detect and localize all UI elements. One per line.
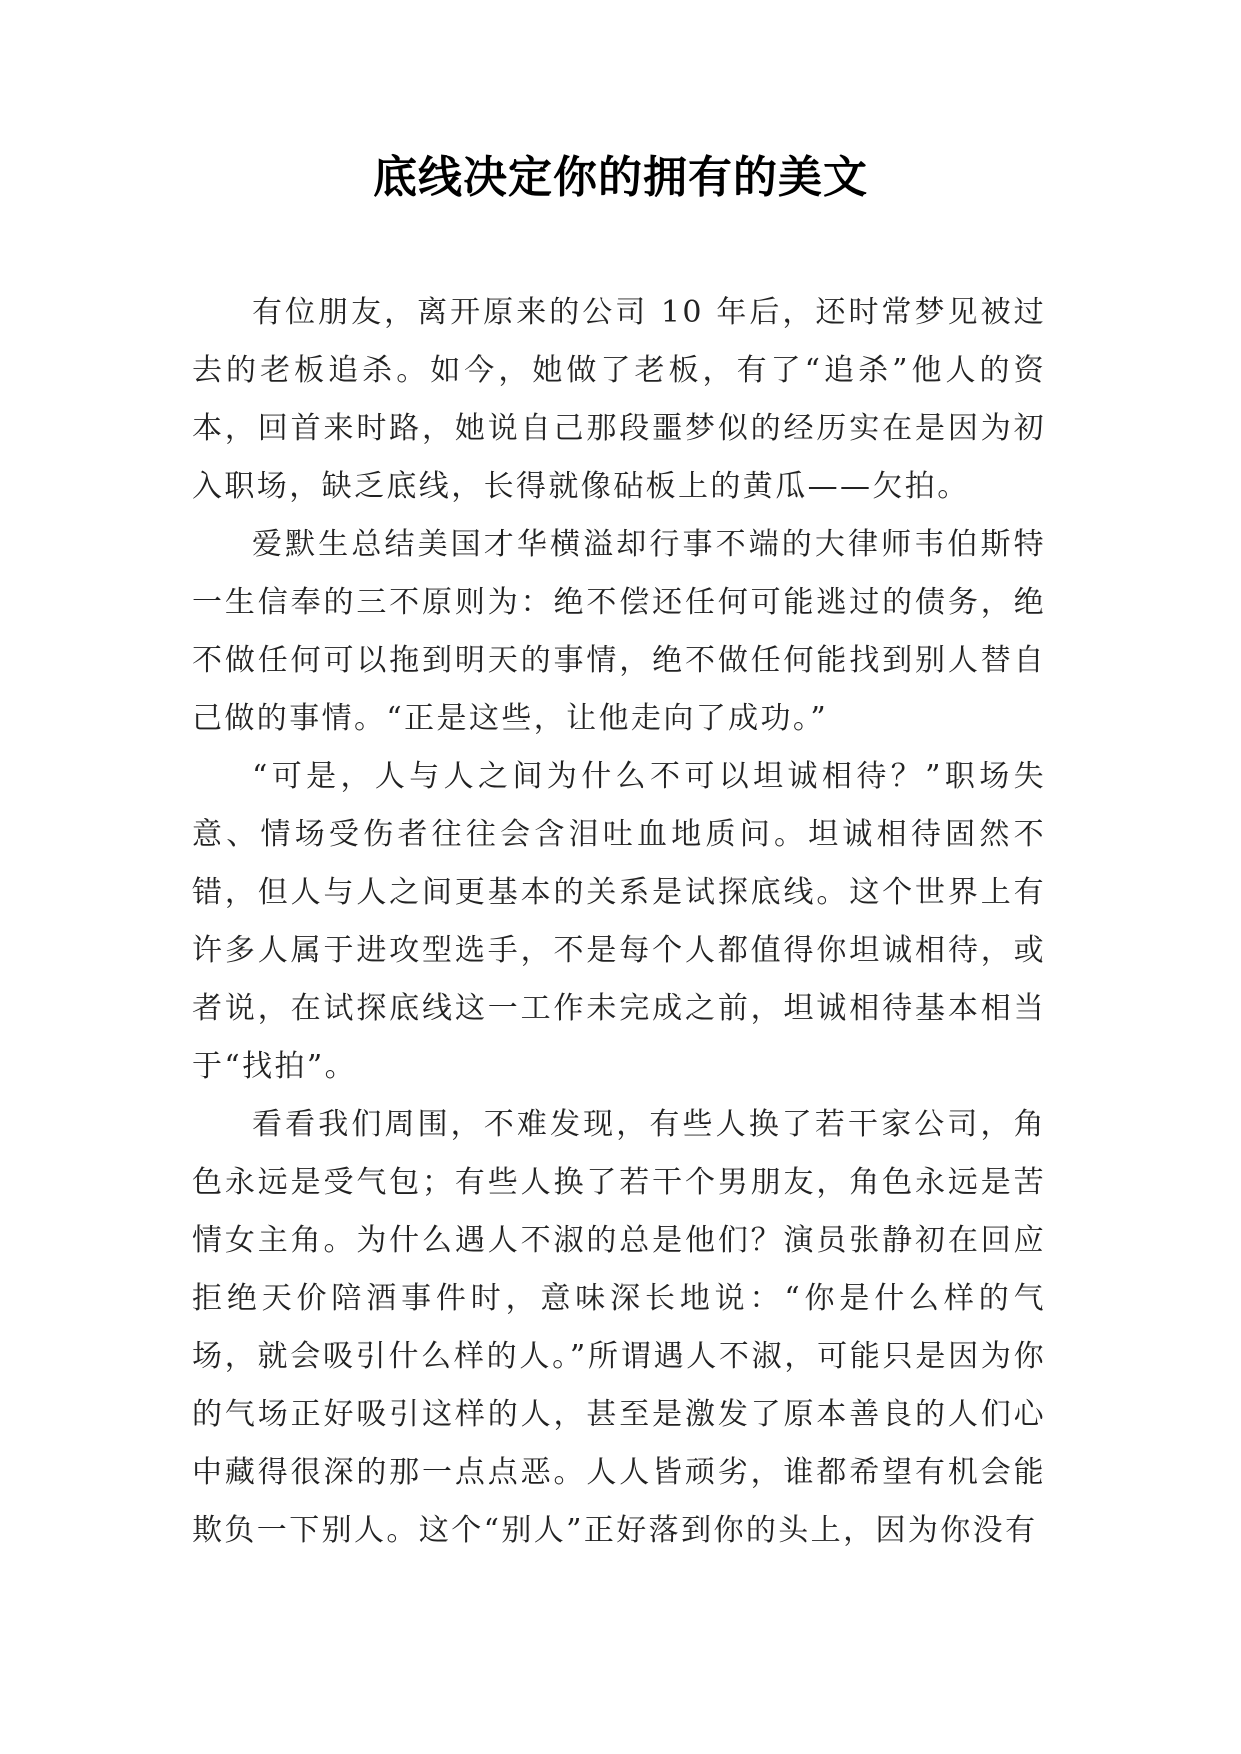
paragraph: “可是，人与人之间为什么不可以坦诚相待？”职场失意、情场受伤者往往会含泪吐血地质问。坦诚相待固然不错，但人与人之间更基本的关系是试探底线。这个世界上有许多人属于进攻型选手，不是每个人都值得你坦诚相待，或者说，在试探底线这一工作未完成之前，坦诚相待基本相当于“找拍”。 [192,759,1046,1084]
paragraph: 爱默生总结美国才华横溢却行事不端的大律师韦伯斯特一生信奉的三不原则为：绝不偿还任何可能逃过的债务，绝不做任何可以拖到明天的事情，绝不做任何能找到别人替自己做的事情。“正是这些，让他走向了成功。” [192,527,1046,736]
paragraph: 有位朋友，离开原来的公司 10 年后，还时常梦见被过去的老板追杀。如今，她做了老板，有了“追杀”他人的资本，回首来时路，她说自己那段噩梦似的经历实在是因为初入职场，缺乏底线，长得就像砧板上的黄瓜——欠拍。 [192,295,1046,504]
document-title: 底线决定你的拥有的美文 [373,152,868,203]
document-body [192,284,1046,1560]
paragraph: 看看我们周围，不难发现，有些人换了若干家公司，角色永远是受气包；有些人换了若干个男朋友，角色永远是苦情女主角。为什么遇人不淑的总是他们？演员张静初在回应拒绝天价陪酒事件时，意味深长地说：“你是什么样的气场，就会吸引什么样的人。”所谓遇人不淑，可能只是因为你的气场正好吸引这样的人，甚至是激发了原本善良的人们心中藏得很深的那一点点恶。人人皆顽劣，谁都希望有机会能欺负一下别人。这个“别人”正好落到你的头上，因为你没有 [192,1107,1046,1548]
